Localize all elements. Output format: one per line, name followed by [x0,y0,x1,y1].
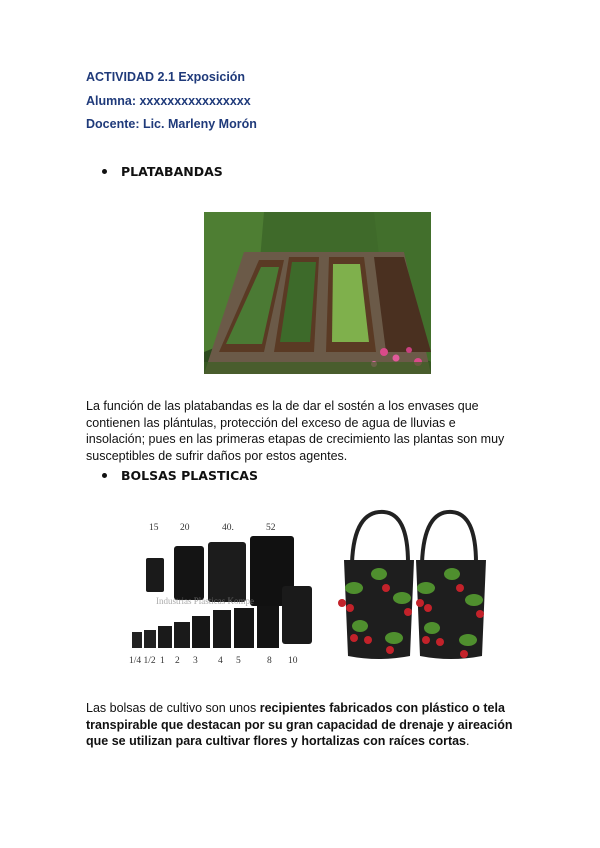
size-label: 40. [222,523,234,533]
size-label: 2 [175,656,180,666]
section-heading-platabandas: PLATABANDAS [102,164,223,179]
size-label: 8 [267,656,272,666]
plastic-bags-photo [126,518,318,668]
size-label: 3 [193,656,198,666]
size-label: 1/4 1/2 [129,656,156,666]
bolsas-paragraph: Las bolsas de cultivo son unos recipientes fabricados con plástico o tela transpirable que destacan por su gran capacidad de drenaje y aireación que se utilizan para cultivar flores y hortalizas con raíces cortas. [86,701,513,748]
watermark-text: Industrias Plasticas Kompe [156,596,254,606]
size-label: 5 [236,656,241,666]
bullet-icon [102,473,107,478]
platabandas-paragraph: La función de las platabandas es la de dar el sostén a los envases que contienen las plántulas, protección del exceso de agua de lluvias e insolación; pues en las primeras etapas de crecimiento las plantas son muy susceptibles de sufrir daños por estos agentes. [86,399,505,463]
size-label: 15 [149,523,159,533]
size-label: 20 [180,523,190,533]
teacher-name: Docente: Lic. Marleny Morón [86,117,257,131]
size-label: 4 [218,656,223,666]
size-label: 10 [288,656,298,666]
size-label: 52 [266,523,276,533]
size-label: 1 [160,656,165,666]
student-name: Alumna: xxxxxxxxxxxxxxxx [86,94,251,108]
platabandas-photo [204,212,431,374]
bullet-icon [102,169,107,174]
strawberry-grow-bags-photo [324,508,494,668]
section-heading-bolsas: BOLSAS PLASTICAS [102,468,258,483]
activity-title: ACTIVIDAD 2.1 Exposición [86,70,246,84]
